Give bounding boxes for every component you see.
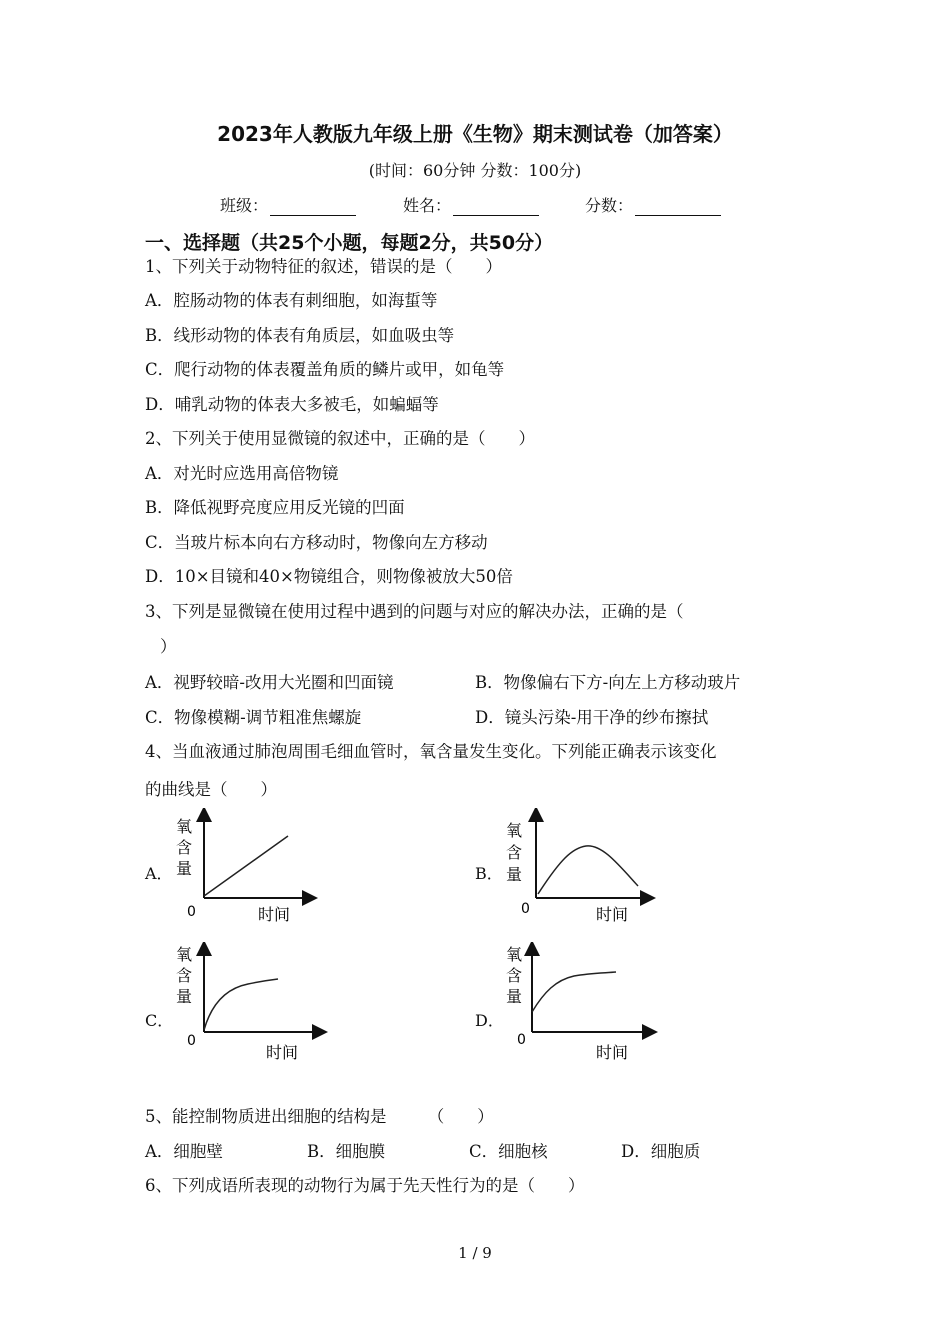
name-blank <box>453 197 539 216</box>
section-heading: 一、选择题（共25个小题，每题2分，共50分） <box>145 232 554 254</box>
score-label: 分数： <box>585 196 634 215</box>
q4-graph-a <box>170 808 330 928</box>
graph-b-ylabel-3: 量 <box>506 865 523 884</box>
graph-a-ylabel-3: 量 <box>176 859 193 878</box>
graph-d-xlabel: 时间 <box>596 1043 629 1062</box>
page-number: 1 / 9 <box>458 1244 492 1262</box>
q2-option-b: B．降低视野亮度应用反光镜的凹面 <box>145 498 405 517</box>
name-field <box>403 193 539 216</box>
curve-b <box>538 846 638 894</box>
curve-a <box>204 836 288 896</box>
q4-option-d-label: D． <box>475 1011 504 1030</box>
q5-option-b: B．细胞膜 <box>307 1142 386 1161</box>
class-label: 班级： <box>220 196 269 215</box>
graph-a-origin: 0 <box>187 904 196 920</box>
q2-stem: 2、下列关于使用显微镜的叙述中，正确的是（ ） <box>145 429 535 448</box>
graph-c-xlabel: 时间 <box>266 1043 299 1062</box>
score-blank <box>635 197 721 216</box>
q2-option-d: D．10×目镜和40×物镜组合，则物像被放大50倍 <box>145 567 513 586</box>
q1-option-d: D．哺乳动物的体表大多被毛，如蝙蝠等 <box>145 395 439 414</box>
q5-option-a: A．细胞壁 <box>145 1142 223 1161</box>
q6-stem: 6、下列成语所表现的动物行为属于先天性行为的是（ ） <box>145 1176 585 1195</box>
q2-option-c: C．当玻片标本向右方移动时，物像向左方移动 <box>145 533 488 552</box>
class-field <box>220 193 356 216</box>
graph-d-ylabel-2: 含 <box>506 966 523 985</box>
graph-a-ylabel-1: 氧 <box>176 817 193 836</box>
q4-graph-d <box>500 942 660 1067</box>
graph-d-origin: 0 <box>517 1032 526 1048</box>
graph-d-ylabel-3: 量 <box>506 987 523 1006</box>
exam-subtitle: (时间：60分钟 分数：100分) <box>368 161 582 180</box>
q3-option-a: A．视野较暗-改用大光圈和凹面镜 <box>145 673 394 692</box>
q4-graph-c <box>170 942 330 1067</box>
curve-d <box>532 972 616 1012</box>
graph-c-ylabel-3: 量 <box>176 987 193 1006</box>
graph-c-ylabel-1: 氧 <box>176 945 193 964</box>
q4-option-a-label: A． <box>145 864 173 883</box>
q1-stem: 1、下列关于动物特征的叙述，错误的是（ ） <box>145 257 502 276</box>
q5-option-d: D．细胞质 <box>621 1142 701 1161</box>
q3-option-b: B．物像偏右下方-向左上方移动玻片 <box>475 673 741 692</box>
q4-stem: 4、当血液通过肺泡周围毛细血管时，氧含量发生变化。下列能正确表示该变化 <box>145 742 717 761</box>
q4-graph-b <box>500 808 660 928</box>
graph-b-xlabel: 时间 <box>596 905 629 924</box>
q5-stem: 5、能控制物质进出细胞的结构是 （ ） <box>145 1107 494 1126</box>
score-field <box>585 193 721 216</box>
q3-stem: 3、下列是显微镜在使用过程中遇到的问题与对应的解决办法，正确的是（ <box>145 602 684 621</box>
q1-option-b: B．线形动物的体表有角质层，如血吸虫等 <box>145 326 455 345</box>
q3-option-c: C．物像模糊-调节粗准焦螺旋 <box>145 708 362 727</box>
graph-c-origin: 0 <box>187 1033 196 1049</box>
graph-c-ylabel-2: 含 <box>176 966 193 985</box>
q4-option-b-label: B． <box>475 864 503 883</box>
graph-a-ylabel-2: 含 <box>176 838 193 857</box>
graph-b-ylabel-2: 含 <box>506 843 523 862</box>
graph-d-ylabel-1: 氧 <box>506 945 523 964</box>
class-blank <box>270 197 356 216</box>
q3-stem-continued: ） <box>160 637 177 656</box>
page-title: 2023年人教版九年级上册《生物》期末测试卷（加答案） <box>217 122 733 146</box>
q4-stem-continued: 的曲线是（ ） <box>145 780 277 799</box>
q3-option-d: D．镜头污染-用干净的纱布擦拭 <box>475 708 709 727</box>
q2-option-a: A．对光时应选用高倍物镜 <box>145 464 339 483</box>
q1-option-a: A．腔肠动物的体表有刺细胞，如海蜇等 <box>145 291 438 310</box>
graph-b-origin: 0 <box>521 901 530 917</box>
q5-option-c: C．细胞核 <box>469 1142 548 1161</box>
name-label: 姓名： <box>403 196 452 215</box>
graph-a-xlabel: 时间 <box>258 905 291 924</box>
curve-c <box>204 979 278 1030</box>
q4-option-c-label: C． <box>145 1011 174 1030</box>
q1-option-c: C．爬行动物的体表覆盖角质的鳞片或甲，如龟等 <box>145 360 505 379</box>
graph-b-ylabel-1: 氧 <box>506 821 523 840</box>
